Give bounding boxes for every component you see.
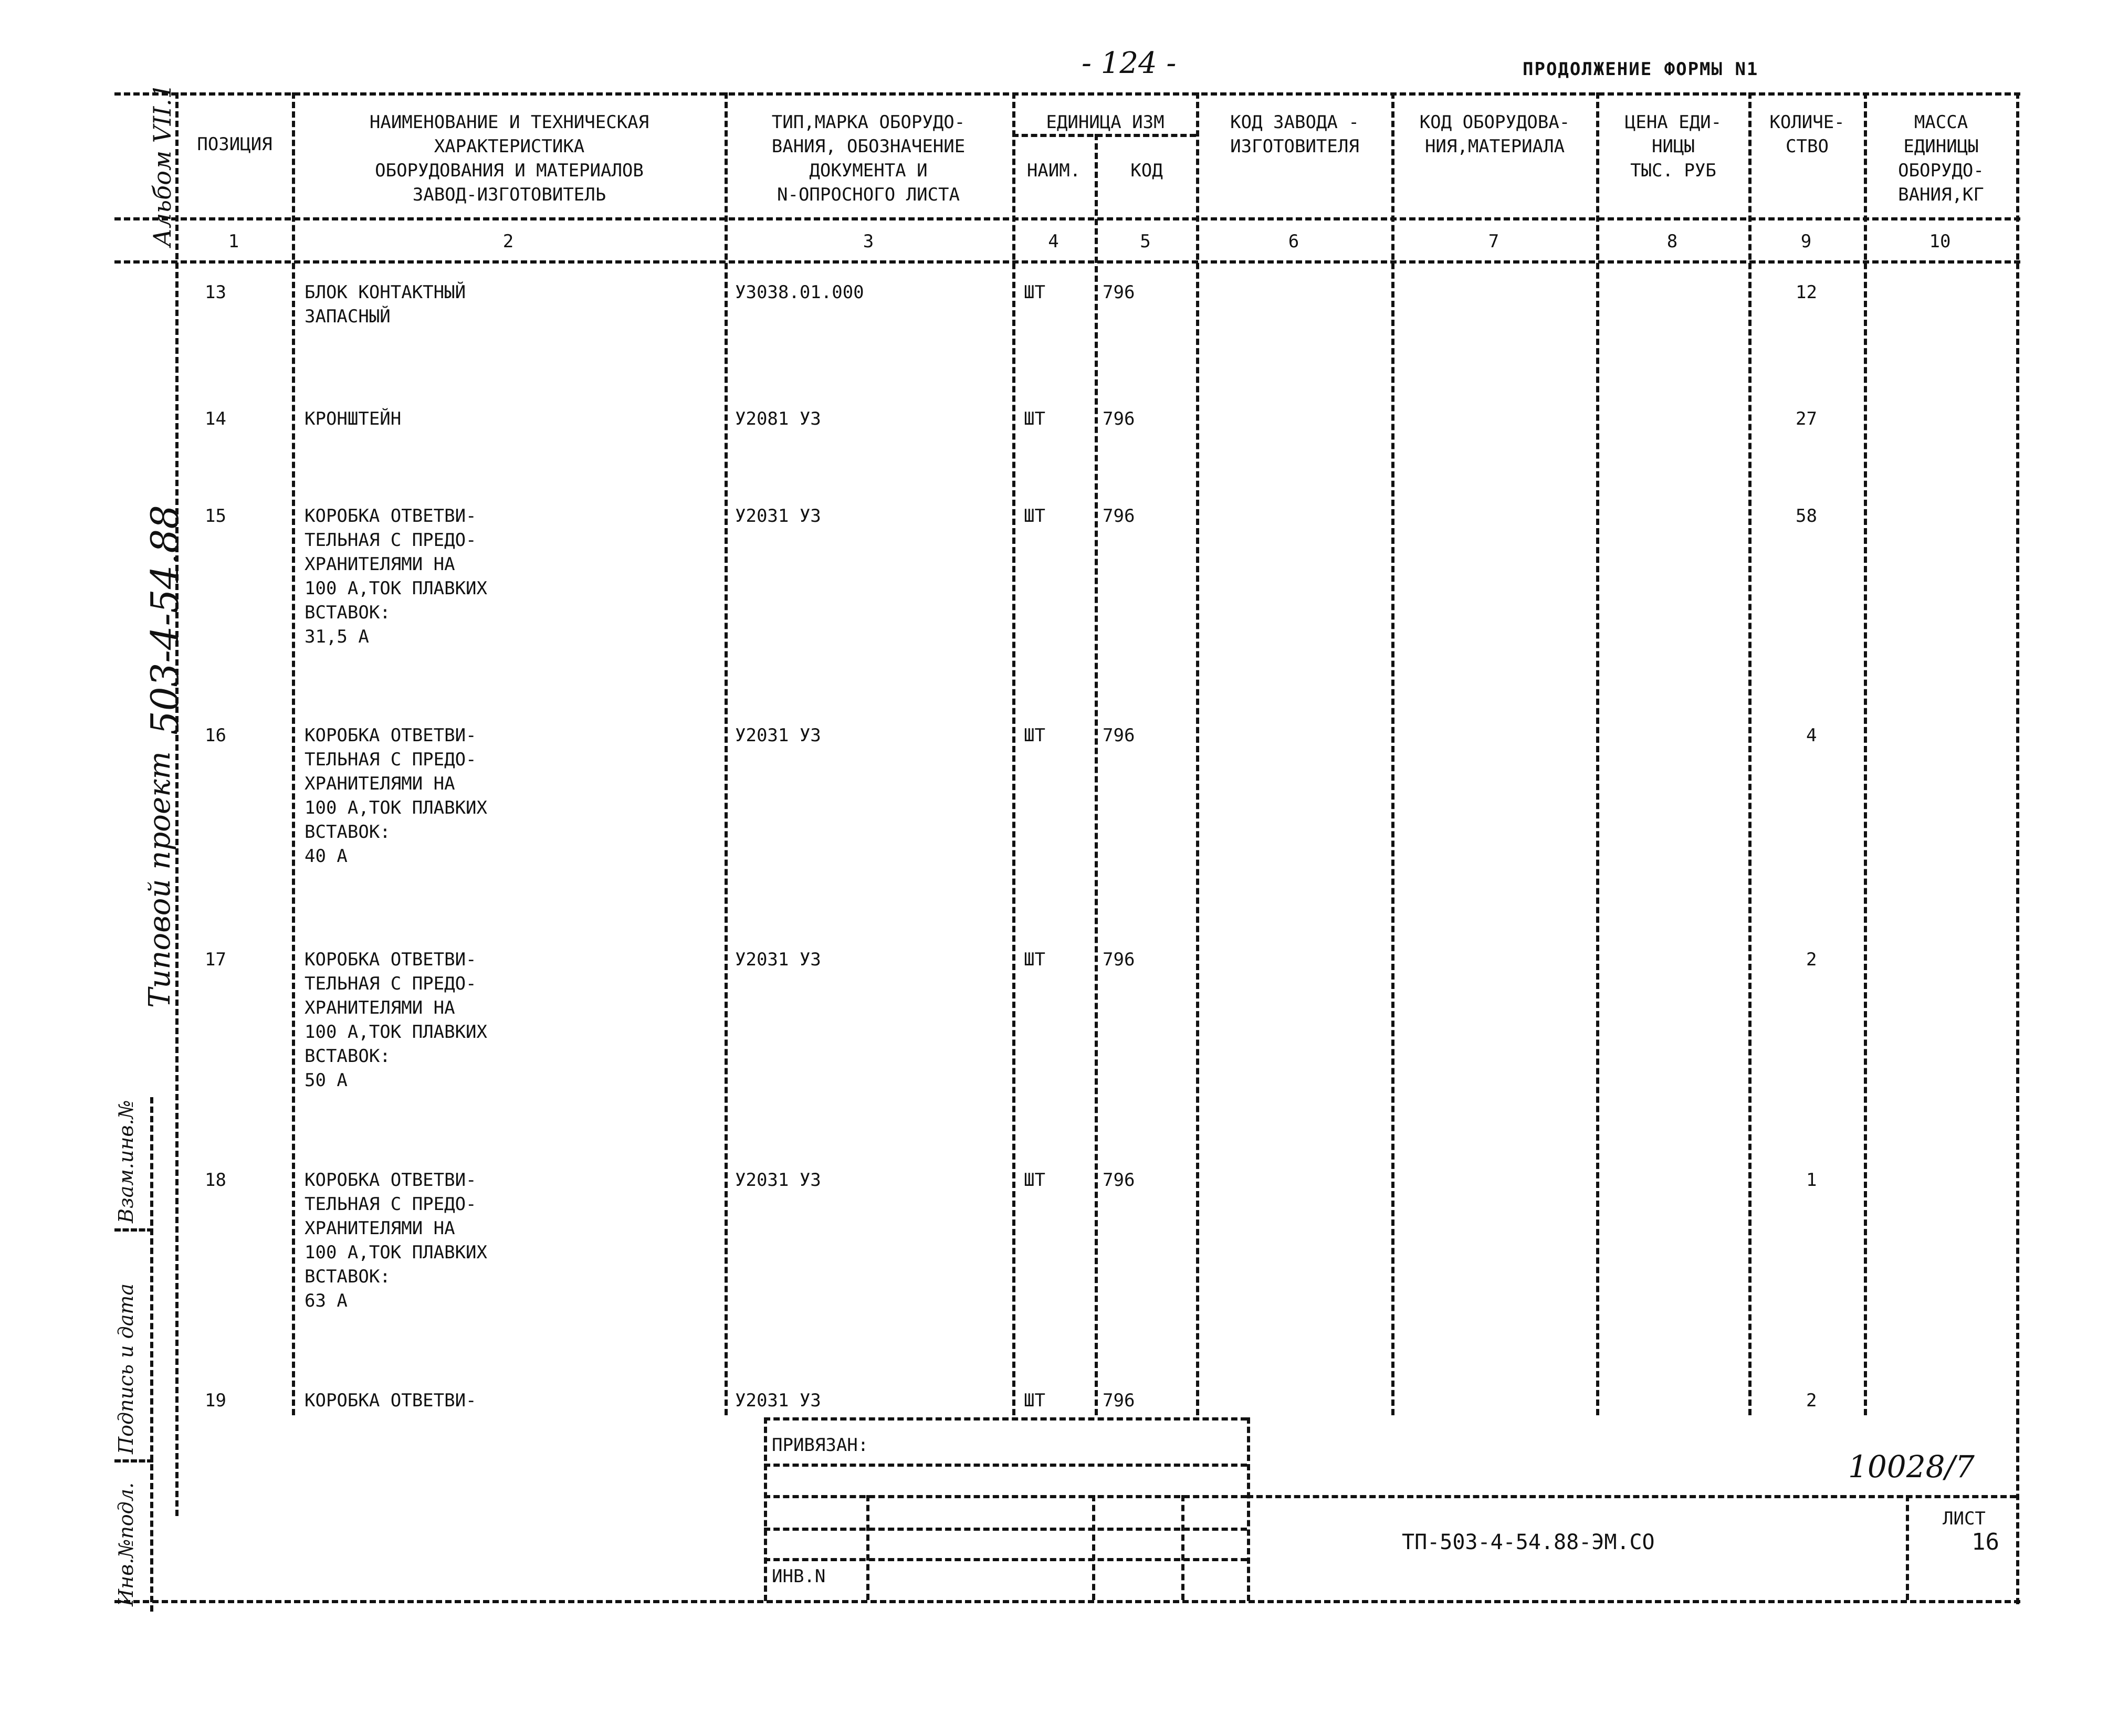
col-num: 6 [1288, 231, 1299, 252]
col-num: 4 [1048, 231, 1059, 252]
stamp-divider [150, 1097, 153, 1612]
row-unit: ШТ [1024, 949, 1045, 970]
titleblock-divider [866, 1495, 869, 1600]
row-type: У2031 У3 [735, 1390, 821, 1411]
col-divider [725, 92, 728, 1415]
stamp-divider [114, 1459, 153, 1463]
header-name: НАИМЕНОВАНИЕ И ТЕХНИЧЕСКАЯ ХАРАКТЕРИСТИКА ОБОРУДОВАНИЯ И МАТЕРИАЛОВ ЗАВОД-ИЗГОТОВИТЕЛЬ [369, 112, 649, 205]
col-num: 3 [863, 231, 874, 252]
continuation-title: ПРОДОЛЖЕНИЕ ФОРМЫ N1 [1523, 59, 1759, 80]
header-unit-name: НАИМ. [1026, 160, 1081, 181]
col-num: 2 [502, 231, 514, 252]
row-unit: ШТ [1024, 506, 1045, 527]
col-divider [1864, 92, 1867, 1415]
row-quantity: 27 [1796, 408, 1817, 429]
table-right-border [2016, 92, 2019, 1604]
col-divider [1012, 92, 1015, 1415]
row-position: 14 [205, 408, 226, 429]
col-divider [1596, 92, 1599, 1415]
sheet-number: 16 [1971, 1529, 1999, 1555]
col-num: 10 [1929, 231, 1951, 252]
sheet-label: ЛИСТ [1943, 1508, 1986, 1529]
col-num: 7 [1488, 231, 1499, 252]
row-name: КОРОБКА ОТВЕТВИ- ТЕЛЬНАЯ С ПРЕДО- ХРАНИТЕЛЯМИ НА 100 А,ТОК ПЛАВКИХ ВСТАВОК: 63 А [305, 1170, 487, 1311]
row-code: 796 [1103, 506, 1135, 527]
header-unit-code: КОД [1130, 160, 1163, 181]
row-position: 15 [205, 506, 226, 527]
row-unit: ШТ [1024, 282, 1045, 303]
row-type: У2031 У3 [735, 1170, 821, 1191]
col-num: 1 [228, 231, 239, 252]
row-type: У2031 У3 [735, 725, 821, 746]
col-num: 5 [1140, 231, 1151, 252]
row-code: 796 [1103, 282, 1135, 303]
row-quantity: 4 [1806, 725, 1817, 746]
titleblock-divider [1181, 1495, 1184, 1600]
col-divider [292, 92, 295, 1415]
titleblock-line [764, 1558, 1247, 1561]
row-code: 796 [1103, 1170, 1135, 1191]
row-unit: ШТ [1024, 1390, 1045, 1411]
titleblock-line [764, 1495, 1247, 1498]
row-name: КОРОБКА ОТВЕТВИ- [305, 1390, 477, 1411]
sheet-box-divider [1906, 1495, 1909, 1600]
titleblock-divider [1092, 1495, 1095, 1600]
col-num: 8 [1666, 231, 1678, 252]
row-quantity: 58 [1796, 506, 1817, 527]
stamp-inv-podl: Инв.№подл. [114, 1482, 138, 1606]
row-code: 796 [1103, 1390, 1135, 1411]
titleblock-line [1247, 1495, 2016, 1498]
page-number: - 124 - [1082, 46, 1177, 80]
row-position: 17 [205, 949, 226, 970]
row-position: 18 [205, 1170, 226, 1191]
header-mass: МАССА ЕДИНИЦЫ ОБОРУДО- ВАНИЯ,КГ [1898, 112, 1984, 205]
col-divider [1095, 134, 1098, 1415]
row-quantity: 12 [1796, 282, 1817, 303]
titleblock-line [764, 1417, 1247, 1421]
col-divider [1196, 92, 1199, 1415]
titleblock-line [764, 1464, 1247, 1467]
stamp-divider [114, 1228, 153, 1232]
row-name: КРОНШТЕЙН [305, 408, 402, 429]
titleblock-divider [1247, 1417, 1250, 1601]
privyazan-label: ПРИВЯЗАН: [772, 1435, 869, 1456]
row-name: КОРОБКА ОТВЕТВИ- ТЕЛЬНАЯ С ПРЕДО- ХРАНИТЕЛЯМИ НА 100 А,ТОК ПЛАВКИХ ВСТАВОК: 31,5 А [305, 506, 487, 647]
header-material-code: КОД ОБОРУДОВА- НИЯ,МАТЕРИАЛА [1419, 112, 1570, 157]
row-position: 19 [205, 1390, 226, 1411]
album-label: Альбом VII.1 [148, 83, 176, 247]
header-quantity: КОЛИЧЕ- СТВО [1769, 112, 1845, 157]
row-type: У2031 У3 [735, 949, 821, 970]
header-unit: ЕДИНИЦА ИЗМ [1046, 112, 1165, 133]
table-bottom-border [114, 1600, 2020, 1603]
header-type: ТИП,МАРКА ОБОРУДО- ВАНИЯ, ОБОЗНАЧЕНИЕ ДОКУМЕНТА И N-ОПРОСНОГО ЛИСТА [771, 112, 966, 205]
col-divider [1391, 92, 1394, 1415]
header-factory-code: КОД ЗАВОДА - ИЗГОТОВИТЕЛЯ [1230, 112, 1359, 157]
row-position: 16 [205, 725, 226, 746]
doc-code: ТП-503-4-54.88-ЭМ.СО [1402, 1530, 1655, 1554]
col-divider [1748, 92, 1752, 1415]
row-code: 796 [1103, 949, 1135, 970]
row-unit: ШТ [1024, 408, 1045, 429]
col-divider [175, 92, 179, 1516]
header-position: ПОЗИЦИЯ [197, 134, 272, 155]
header-bottom-border [114, 217, 2020, 220]
project-code-label: 503-4-54.88 [143, 504, 187, 735]
row-code: 796 [1103, 725, 1135, 746]
row-unit: ШТ [1024, 1170, 1045, 1191]
row-position: 13 [205, 282, 226, 303]
row-type: У2031 У3 [735, 506, 821, 527]
row-name: КОРОБКА ОТВЕТВИ- ТЕЛЬНАЯ С ПРЕДО- ХРАНИТЕЛЯМИ НА 100 А,ТОК ПЛАВКИХ ВСТАВОК: 50 А [305, 949, 487, 1091]
row-code: 796 [1103, 408, 1135, 429]
header-price: ЦЕНА ЕДИ- НИЦЫ ТЫС. РУБ [1624, 112, 1722, 181]
doc-number: 10028/7 [1848, 1449, 1975, 1485]
inv-number-label: ИНВ.N [772, 1566, 826, 1587]
row-unit: ШТ [1024, 725, 1045, 746]
table-top-border [114, 92, 2020, 96]
titleblock-divider [764, 1417, 767, 1601]
row-name: БЛОК КОНТАКТНЫЙ ЗАПАСНЫЙ [305, 282, 466, 327]
numbers-bottom-border [114, 260, 2020, 264]
project-type-label: Типовой проект [143, 751, 177, 1008]
col-num: 9 [1800, 231, 1812, 252]
row-type: У3038.01.000 [735, 282, 864, 303]
row-quantity: 1 [1806, 1170, 1817, 1191]
row-name: КОРОБКА ОТВЕТВИ- ТЕЛЬНАЯ С ПРЕДО- ХРАНИТЕЛЯМИ НА 100 А,ТОК ПЛАВКИХ ВСТАВОК: 40 А [305, 725, 487, 867]
stamp-inv-zam: Взам.инв.№ [114, 1100, 138, 1223]
row-quantity: 2 [1806, 949, 1817, 970]
row-quantity: 2 [1806, 1390, 1817, 1411]
titleblock-line [764, 1528, 1247, 1531]
row-type: У2081 У3 [735, 408, 821, 429]
stamp-sign-date: Подпись и дата [114, 1283, 138, 1454]
